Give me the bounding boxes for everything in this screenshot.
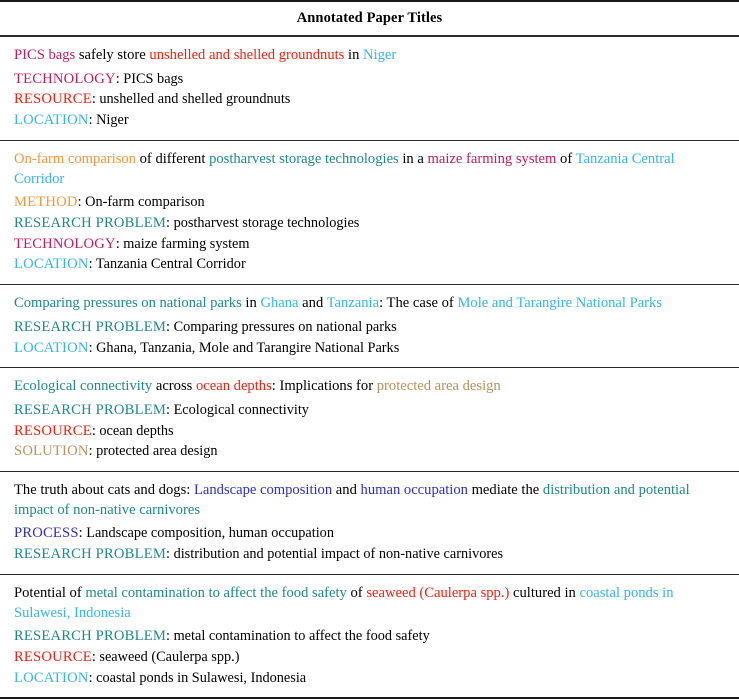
paper-title — [14, 481, 725, 520]
annotation-line — [14, 110, 725, 131]
annotation-line — [14, 441, 725, 462]
annotation-separator: : — [88, 339, 97, 356]
title-segment-plain: The truth about cats and dogs: — [14, 482, 194, 499]
annotated-title-entry — [0, 141, 739, 285]
annotation-separator: : — [166, 318, 174, 335]
annotation-line — [14, 523, 725, 544]
annotation-label-technology: TECHNOLOGY — [14, 235, 116, 252]
title-segment-plain: and — [298, 295, 327, 312]
annotation-separator: : — [166, 628, 174, 645]
title-segment-location: Niger — [363, 47, 397, 63]
annotated-title-entry — [0, 575, 739, 699]
paper-title — [14, 377, 725, 397]
annotation-line — [14, 544, 725, 565]
annotation-separator: : — [88, 443, 97, 460]
annotation-line — [14, 192, 725, 213]
annotation-label-resource: RESOURCE — [14, 91, 92, 108]
annotation-value: Ghana, Tanzania, Mole and Tarangire National Parks — [96, 339, 400, 356]
annotation-separator: : — [91, 91, 100, 108]
annotation-label-process: PROCESS — [14, 525, 79, 542]
title-segment-plain: in a — [398, 150, 428, 167]
title-segment-research-problem: postharvest storage technologies — [209, 150, 399, 167]
annotation-separator: : — [166, 214, 174, 231]
annotation-label-technology: TECHNOLOGY — [14, 70, 116, 87]
annotation-label-location: LOCATION — [14, 256, 89, 273]
title-segment-method: On-farm comparison — [14, 150, 136, 167]
title-segment-location: Ghana — [260, 295, 299, 312]
annotation-label-research-problem: RESEARCH PROBLEM — [14, 318, 167, 335]
title-segment-location: Tanzania Central Corridor — [14, 150, 675, 187]
title-segment-plain: : Implications for — [271, 378, 377, 395]
annotation-separator: : — [88, 669, 97, 686]
title-segment-plain: in — [344, 47, 364, 63]
annotation-value: Ecological connectivity — [173, 401, 309, 418]
annotation-separator: : — [91, 422, 100, 439]
paper-title — [14, 584, 725, 623]
title-segment-plain: Potential of — [14, 584, 86, 601]
annotation-value: Niger — [96, 112, 129, 129]
annotation-line — [14, 647, 725, 668]
annotation-value: unshelled and shelled groundnuts — [99, 91, 291, 108]
title-segment-plain: mediate the — [467, 482, 543, 499]
annotation-label-location: LOCATION — [14, 339, 89, 356]
annotation-value: On-farm comparison — [85, 194, 205, 211]
annotation-separator: : — [88, 112, 97, 129]
annotation-value: Comparing pressures on national parks — [173, 318, 397, 335]
annotation-label-resource: RESOURCE — [14, 422, 92, 439]
table-header-row — [0, 0, 739, 36]
title-segment-location: Mole and Tarangire National Parks — [457, 295, 663, 312]
annotation-line — [14, 338, 725, 359]
annotation-label-research-problem: RESEARCH PROBLEM — [14, 401, 167, 418]
paper-title — [14, 46, 725, 66]
title-segment-research-problem: Ecological connectivity — [14, 378, 153, 395]
annotation-value: coastal ponds in Sulawesi, Indonesia — [96, 669, 307, 686]
title-segment-plain: of — [556, 150, 576, 167]
title-segment-location: coastal ponds in Sulawesi, Indonesia — [14, 584, 674, 621]
annotated-title-entry — [0, 37, 739, 141]
title-segment-plain: in — [241, 295, 261, 312]
annotation-line — [14, 69, 725, 90]
title-segment-resource: ocean depths — [195, 378, 272, 395]
annotation-label-research-problem: RESEARCH PROBLEM — [14, 628, 167, 645]
annotation-label-method: METHOD — [14, 194, 78, 211]
annotation-line — [14, 89, 725, 110]
title-segment-plain: safely store — [75, 47, 150, 63]
annotation-value: Tanzania Central Corridor — [95, 256, 246, 273]
title-segment-resource: unshelled and shelled groundnuts — [149, 47, 345, 63]
title-segment-process: Landscape composition — [193, 482, 333, 499]
annotation-separator: : — [115, 235, 124, 252]
annotation-line — [14, 234, 725, 255]
annotation-line — [14, 213, 725, 234]
title-segment-plain: : The case of — [379, 295, 458, 312]
annotation-value: metal contamination to affect the food safety — [173, 628, 430, 645]
annotation-separator: : — [77, 194, 86, 211]
annotation-separator: : — [166, 546, 174, 563]
annotation-line — [14, 317, 725, 338]
title-segment-plain: and — [332, 482, 361, 499]
annotation-line — [14, 254, 725, 275]
annotation-separator: : — [115, 70, 124, 87]
title-segment-research-problem: distribution and potential impact of non-native carnivores — [14, 482, 690, 518]
title-segment-plain: of different — [135, 150, 210, 167]
annotation-line — [14, 668, 725, 689]
annotation-separator: : — [166, 401, 174, 418]
annotation-label-research-problem: RESEARCH PROBLEM — [14, 214, 167, 231]
annotation-separator: : — [91, 648, 100, 665]
title-segment-research-problem: metal contamination to affect the food safety — [85, 584, 347, 601]
entries-container — [0, 37, 739, 699]
annotation-separator: : — [78, 525, 87, 542]
annotation-value: maize farming system — [123, 235, 250, 252]
title-segment-process: human occupation — [360, 482, 468, 499]
annotation-value: PICS bags — [123, 70, 184, 87]
paper-title — [14, 294, 725, 314]
annotation-line — [14, 421, 725, 442]
annotation-line — [14, 626, 725, 647]
annotation-label-location: LOCATION — [14, 669, 89, 686]
title-segment-location: Tanzania — [326, 295, 380, 312]
annotation-value: distribution and potential impact of non-native carnivores — [173, 546, 504, 563]
annotation-label-resource: RESOURCE — [14, 648, 92, 665]
title-segment-plain: across — [152, 378, 196, 395]
annotated-title-entry — [0, 472, 739, 575]
title-segment-plain: of — [346, 584, 367, 601]
annotated-title-entry — [0, 368, 739, 472]
title-segment-solution: protected area design — [376, 378, 501, 395]
title-segment-technology: PICS bags — [14, 47, 76, 63]
title-segment-plain: cultured in — [509, 584, 580, 601]
annotation-label-research-problem: RESEARCH PROBLEM — [14, 546, 167, 563]
annotation-value: protected area design — [96, 443, 218, 460]
annotation-label-solution: SOLUTION — [14, 443, 89, 460]
annotated-title-entry — [0, 285, 739, 368]
paper-title — [14, 150, 725, 189]
annotation-value: ocean depths — [99, 422, 174, 439]
annotation-label-location: LOCATION — [14, 112, 89, 129]
annotation-value: postharvest storage technologies — [173, 214, 360, 231]
annotation-separator: : — [88, 256, 96, 273]
annotation-value: Landscape composition, human occupation — [86, 525, 334, 542]
title-segment-technology: maize farming system — [427, 150, 557, 167]
page-title: Annotated Paper Titles — [296, 10, 443, 26]
title-segment-research-problem: Comparing pressures on national parks — [14, 295, 242, 312]
title-segment-resource: seaweed (Caulerpa spp.) — [366, 584, 510, 601]
annotation-line — [14, 400, 725, 421]
annotation-value: seaweed (Caulerpa spp.) — [99, 648, 240, 665]
